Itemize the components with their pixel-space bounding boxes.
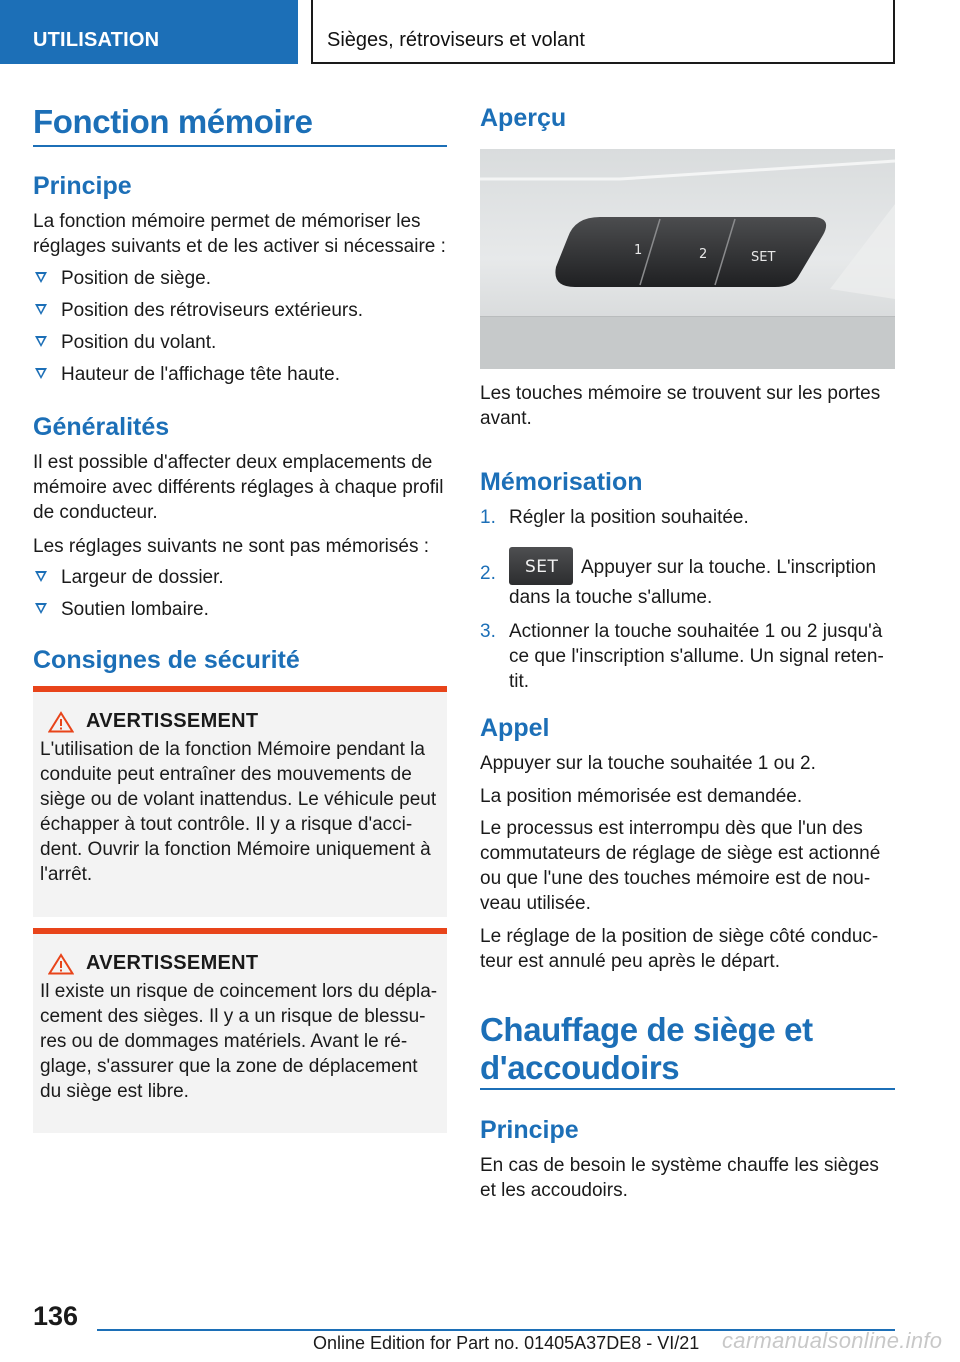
set-key-icon: SET — [509, 547, 573, 585]
generalites-heading: Généralités — [33, 413, 170, 441]
warning-title-row — [40, 710, 439, 733]
list-item: Position du volant. — [33, 330, 447, 355]
appel-heading: Appel — [480, 714, 550, 742]
generalites-text-2: Les réglages suivants ne sont pas mémorisés : — [33, 536, 430, 557]
principe-text: La fonction mémoire permet de mémoriser les réglages suivants et de les activer si nécessaire : — [33, 211, 446, 257]
button-1-label: 1 — [634, 243, 643, 258]
memorisation-heading: Mémorisation — [480, 468, 643, 496]
warning-triangle-icon — [48, 953, 74, 975]
triangle-bullet-icon — [35, 603, 47, 614]
triangle-bullet-icon — [35, 272, 47, 283]
principe-heading: Principe — [33, 172, 132, 200]
triangle-bullet-icon — [35, 571, 47, 582]
warning-title-row — [40, 952, 439, 975]
appel-text-3: Le processus est interrompu dès que l'un des commutateurs de réglage de siège est actionné ou que l'une des touches mémoire est de nou-veau utilisée. — [480, 818, 881, 914]
apercu-caption: Les touches mémoire se trouvent sur les portes avant. — [480, 383, 881, 429]
chapter-title: Sièges, rétroviseurs et volant — [327, 29, 585, 51]
warning-triangle-icon — [48, 711, 74, 733]
generalites-list — [33, 565, 447, 629]
step-item: 1. Régler la position souhaitée. — [480, 507, 749, 528]
warning-text: Il existe un risque de coincement lors du dépla-cement des sièges. Il y a un risque de blessu-res ou de dommages matériels. Avant le ré-glage, s'assurer que la zone de déplacement du siège est libre. — [40, 981, 438, 1102]
triangle-bullet-icon — [35, 336, 47, 347]
step-item: 3. Actionner la touche souhaitée 1 ou 2 jusqu'à ce que l'inscription s'allume. Un signal reten-tit. — [480, 621, 884, 692]
chauffage-title: Chauffage de siège et d'accoudoirs — [480, 1011, 813, 1086]
list-item: Position de siège. — [33, 266, 447, 291]
chapter-header — [311, 0, 895, 64]
warning-box — [33, 928, 447, 1133]
memorisation-steps — [480, 505, 895, 703]
warning-title: AVERTISSEMENT — [86, 952, 259, 974]
appel-text-2: La position mémorisée est demandée. — [480, 786, 803, 807]
list-item: Hauteur de l'affichage tête haute. — [33, 362, 447, 387]
chauffage-principe-heading: Principe — [480, 1116, 579, 1144]
warning-box — [33, 686, 447, 917]
edition-text: Online Edition for Part no. 01405A37DE8 - VI/21 — [313, 1333, 700, 1353]
section-title: UTILISATION — [33, 29, 160, 51]
list-item: Soutien lombaire. — [33, 597, 447, 622]
watermark: carmanualsonline.info — [722, 1328, 943, 1353]
appel-text-4: Le réglage de la position de siège côté conduc-teur est annulé peu après le départ. — [480, 926, 879, 972]
memory-buttons-photo — [480, 149, 895, 369]
section-tab — [0, 0, 298, 64]
appel-text-1: Appuyer sur la touche souhaitée 1 ou 2. — [480, 753, 816, 774]
button-2-label: 2 — [699, 247, 708, 262]
warning-title: AVERTISSEMENT — [86, 710, 259, 732]
title-rule — [33, 145, 447, 147]
consignes-heading: Consignes de sécurité — [33, 646, 300, 674]
apercu-heading: Aperçu — [480, 104, 567, 132]
warning-text: L'utilisation de la fonction Mémoire pendant la conduite peut entraîner des mouvements de siège ou de volant inattendus. Le véhicule peut échapper à tout contrôle. Il y a risque d'acci-dent. Ouvrir la fonction Mémoire uniquement à l'arrêt. — [40, 739, 437, 885]
chauffage-text: En cas de besoin le système chauffe les sièges et les accoudoirs. — [480, 1155, 879, 1201]
principe-list — [33, 266, 447, 394]
list-item: Largeur de dossier. — [33, 565, 447, 590]
page-title: Fonction mémoire — [33, 103, 313, 140]
chauffage-rule — [480, 1088, 895, 1090]
triangle-bullet-icon — [35, 368, 47, 379]
set-button-label: SET — [751, 250, 776, 265]
step-item: 2. SET Appuyer sur la touche. L'inscription dans la touche s'allume. — [480, 547, 895, 610]
triangle-bullet-icon — [35, 304, 47, 315]
generalites-text: Il est possible d'affecter deux emplacements de mémoire avec différents réglages à chaque profil de conducteur. — [33, 452, 444, 523]
page-number: 136 — [33, 1301, 79, 1331]
list-item: Position des rétroviseurs extérieurs. — [33, 298, 447, 323]
